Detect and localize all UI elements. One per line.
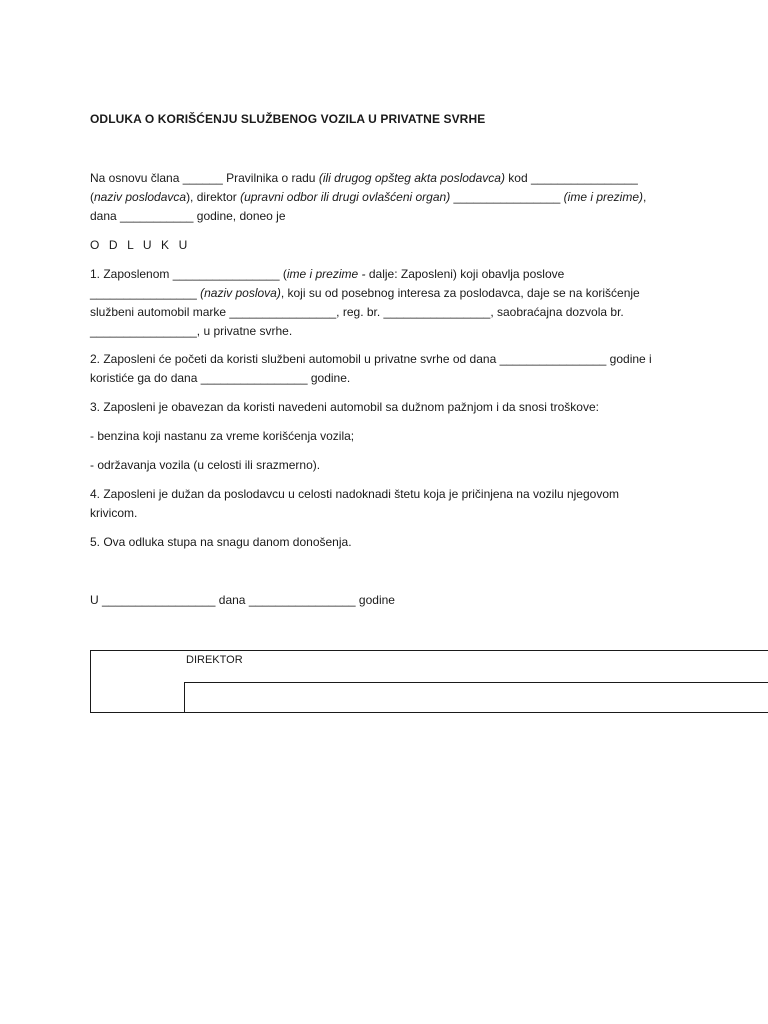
intro-note: naziv poslodavca [94, 190, 187, 204]
place-date [90, 591, 690, 610]
item-4-line-2: krivicom. [90, 506, 138, 520]
intro-line-2 [90, 188, 690, 207]
intro-text: Na osnovu člana ______ Pravilnika o radu [90, 171, 319, 185]
item-note: (naziv poslova) [200, 286, 281, 300]
item-5 [90, 533, 690, 552]
item-2-line-1: 2. Zaposleni će početi da koristi službeni automobil u privatne svrhe od dana ________________ godine i [90, 352, 652, 366]
bullet-fuel [90, 427, 690, 446]
item-1-line-1 [90, 265, 690, 284]
intro-note: (upravni odbor ili drugi ovlašćeni organ) [240, 190, 451, 204]
signature-field[interactable] [185, 683, 768, 712]
intro-text: , [643, 190, 647, 204]
intro-note: (ime i prezime) [563, 190, 643, 204]
item-1-line-4: ________________, u privatne svrhe. [90, 324, 293, 338]
item-3 [90, 398, 690, 417]
intro-text: kod ________________ [504, 171, 638, 185]
decision-heading: O D L U K U [90, 238, 191, 252]
item-1-line-2 [90, 284, 690, 303]
bullet-maintenance [90, 456, 690, 475]
item-2 [90, 350, 690, 388]
item-text: 1. Zaposlenom ________________ ( [90, 267, 287, 281]
item-4-line-1: 4. Zaposleni je dužan da poslodavcu u celosti nadoknadi štetu koja je pričinjena na vozilu njegovom [90, 487, 620, 501]
signature-table [90, 650, 768, 713]
intro-paragraph [90, 169, 690, 226]
bullet-fuel-text: - benzina koji nastanu za vreme korišćenja vozila; [90, 429, 355, 443]
intro-text: ________________ [450, 190, 564, 204]
signature-empty-cell [91, 651, 184, 712]
intro-note: (ili drugog opšteg akta poslodavca) [318, 171, 505, 185]
item-4 [90, 485, 690, 523]
item-note: ime i prezime - [286, 267, 366, 281]
intro-line-3: dana ___________ godine, doneo je [90, 209, 286, 223]
item-text: dalje: Zaposleni) koji obavlja poslove [365, 267, 565, 281]
item-1 [90, 265, 690, 341]
item-2-line-2: koristiće ga do dana ________________ godine. [90, 371, 351, 385]
bullet-maintenance-text: - održavanja vozila (u celosti ili srazmerno). [90, 458, 321, 472]
document-title: ODLUKA O KORIŠĆENJU SLUŽBENOG VOZILA U PRIVATNE SVRHE [90, 112, 486, 126]
intro-line-1 [90, 169, 690, 188]
place-date-text: U _________________ dana ________________ godine [90, 593, 395, 607]
intro-text: ), direktor [186, 190, 241, 204]
item-5-line-1: 5. Ova odluka stupa na snagu danom donošenja. [90, 535, 352, 549]
item-1-line-3: službeni automobil marke ________________, reg. br. ________________, saobraćajna dozvola br. [90, 305, 624, 319]
director-label: DIREKTOR [186, 654, 243, 666]
intro-text: ( [90, 190, 94, 204]
item-text: , koji su od posebnog interesa za poslodavca, daje se na korišćenje [280, 286, 640, 300]
item-text: ________________ [90, 286, 201, 300]
item-3-line-1: 3. Zaposleni je obavezan da koristi navedeni automobil sa dužnom pažnjom i da snosi troškove: [90, 400, 599, 414]
